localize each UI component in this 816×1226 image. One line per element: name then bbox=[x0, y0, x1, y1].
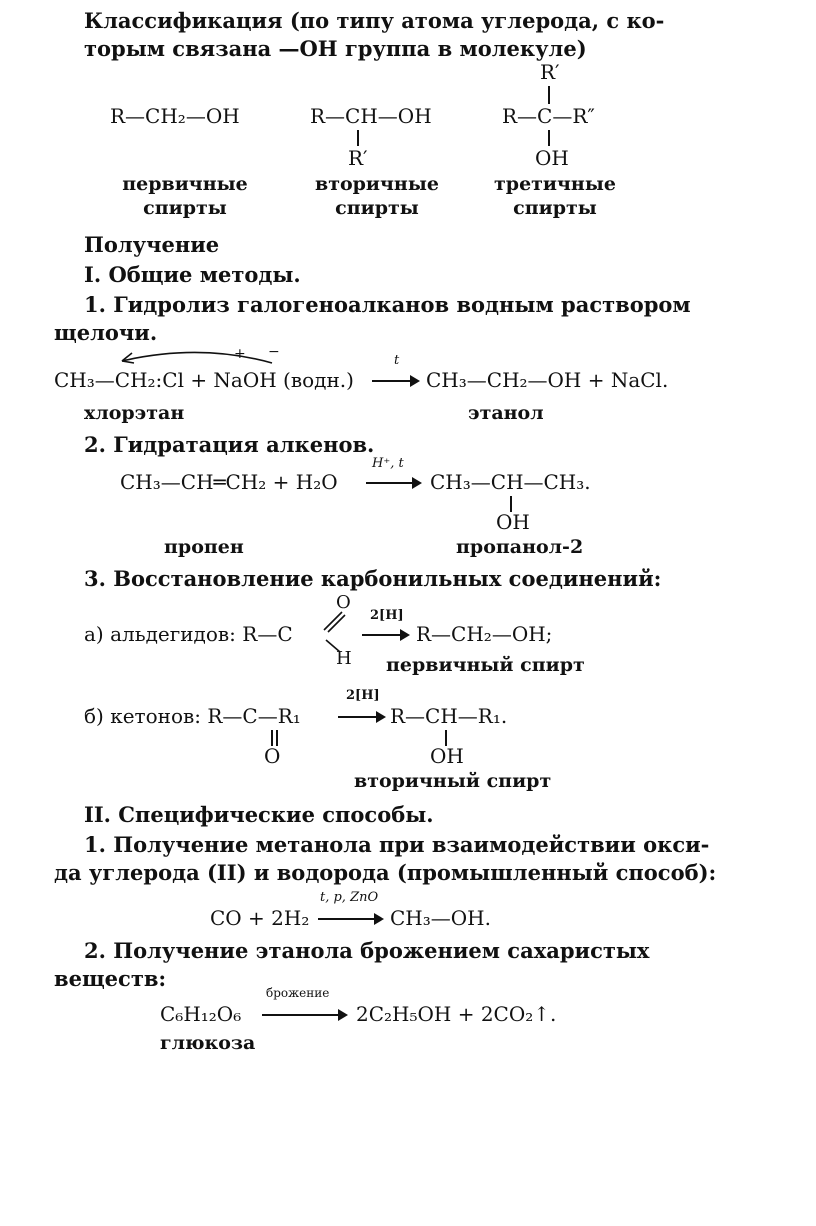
method2-heading: 2. Гидратация алкенов. bbox=[84, 432, 375, 457]
tertiary-label-line2: спирты bbox=[513, 197, 597, 219]
tertiary-top-substituent: R′ bbox=[540, 60, 560, 84]
secondary-label-line1: вторичные bbox=[315, 173, 439, 195]
methanol-reactants: CO + 2H₂ bbox=[210, 906, 310, 930]
reaction1-condition: t bbox=[394, 353, 400, 368]
fermentation-condition: брожение bbox=[266, 986, 330, 1000]
ethanol-name: этанол bbox=[468, 402, 544, 424]
aldehyde-hydrogen: H bbox=[336, 648, 352, 669]
method1-line2: щелочи. bbox=[54, 320, 158, 345]
primary-alcohol-label bbox=[100, 172, 270, 220]
propanol-name: пропанол-2 bbox=[456, 536, 584, 558]
primary-label-line2: спирты bbox=[143, 197, 227, 219]
secondary-alcohol-formula: R—CH—OH bbox=[310, 104, 432, 128]
specific1-line2: да углерода (II) и водорода (промышленный способ): bbox=[54, 860, 717, 885]
specific-heading: II. Специфические способы. bbox=[84, 802, 434, 827]
plus-charge: + bbox=[234, 346, 246, 362]
electron-shift-arrow bbox=[110, 345, 280, 367]
reaction3b-product: R—CH—R₁. bbox=[390, 704, 508, 728]
reaction3a-arrow bbox=[362, 634, 408, 636]
reaction3b-condition: 2[H] bbox=[346, 688, 380, 703]
tertiary-label-line1: третичные bbox=[494, 173, 616, 195]
obtaining-heading: Получение bbox=[84, 232, 220, 257]
glucose-name: глюкоза bbox=[160, 1032, 256, 1054]
tertiary-alcohol-label bbox=[470, 172, 640, 220]
methanol-product: CH₃—OH. bbox=[390, 906, 491, 930]
specific2-line2: веществ: bbox=[54, 966, 167, 991]
method1-line1: 1. Гидролиз галогеноалканов водным раствором bbox=[84, 292, 691, 317]
reaction3b-oh: OH bbox=[430, 744, 464, 768]
specific1-line1: 1. Получение метанола при взаимодействии окси- bbox=[84, 832, 710, 857]
reaction1-arrow bbox=[372, 380, 418, 382]
secondary-alcohol-name: вторичный спирт bbox=[354, 770, 552, 792]
glucose-formula: C₆H₁₂O₆ bbox=[160, 1002, 242, 1026]
aldehyde-oxygen: O bbox=[336, 592, 351, 613]
reaction3b-arrow bbox=[338, 716, 384, 718]
fermentation-products: 2C₂H₅OH + 2CO₂↑. bbox=[356, 1002, 557, 1026]
aldehyde-prefix: а) альдегидов: R—C bbox=[84, 622, 293, 646]
propene-name: пропен bbox=[164, 536, 244, 558]
reaction3a-condition: 2[H] bbox=[370, 608, 404, 623]
minus-charge: − bbox=[268, 344, 280, 360]
reaction2-condition: H⁺, t bbox=[372, 456, 404, 471]
tertiary-oh: OH bbox=[535, 146, 569, 170]
specific2-line1: 2. Получение этанола брожением сахаристых bbox=[84, 938, 650, 963]
reaction2-product: CH₃—CH—CH₃. bbox=[430, 470, 591, 494]
ketone-prefix: б) кетонов: R—C—R₁ bbox=[84, 704, 301, 728]
secondary-alcohol-label bbox=[292, 172, 462, 220]
tertiary-bond-top bbox=[548, 86, 550, 104]
secondary-label-line2: спирты bbox=[335, 197, 419, 219]
tertiary-alcohol-formula: R—C—R″ bbox=[502, 104, 595, 128]
primary-alcohol-formula: R—CH₂—OH bbox=[110, 104, 240, 128]
ketone-oxygen: O bbox=[264, 744, 281, 768]
general-methods-heading: I. Общие методы. bbox=[84, 262, 301, 287]
method3-heading: 3. Восстановление карбонильных соединений: bbox=[84, 566, 662, 591]
reaction3a-product: R—CH₂—OH; bbox=[416, 622, 553, 646]
secondary-bond-line bbox=[357, 130, 359, 146]
reaction2-reactants: CH₃—CH═CH₂ + H₂O bbox=[120, 470, 338, 494]
primary-label-line1: первичные bbox=[122, 173, 248, 195]
secondary-alcohol-substituent: R′ bbox=[348, 146, 368, 170]
reaction2-oh: OH bbox=[496, 510, 530, 534]
classification-heading-line1: Классификация (по типу атома углерода, с ко- bbox=[84, 8, 665, 33]
reaction1-reactants: CH₃—CH₂:Cl + NaOH (водн.) bbox=[54, 368, 354, 392]
primary-alcohol-name: первичный спирт bbox=[386, 654, 585, 676]
methanol-arrow bbox=[318, 918, 382, 920]
tertiary-bond-bottom bbox=[548, 130, 550, 146]
classification-heading-line2: торым связана —OH группа в молекуле) bbox=[84, 36, 587, 61]
fermentation-arrow bbox=[262, 1014, 346, 1016]
methanol-condition: t, p, ZnO bbox=[320, 890, 379, 905]
reaction1-products: CH₃—CH₂—OH + NaCl. bbox=[426, 368, 669, 392]
chloroethane-name: хлорэтан bbox=[84, 402, 185, 424]
reaction2-arrow bbox=[366, 482, 420, 484]
